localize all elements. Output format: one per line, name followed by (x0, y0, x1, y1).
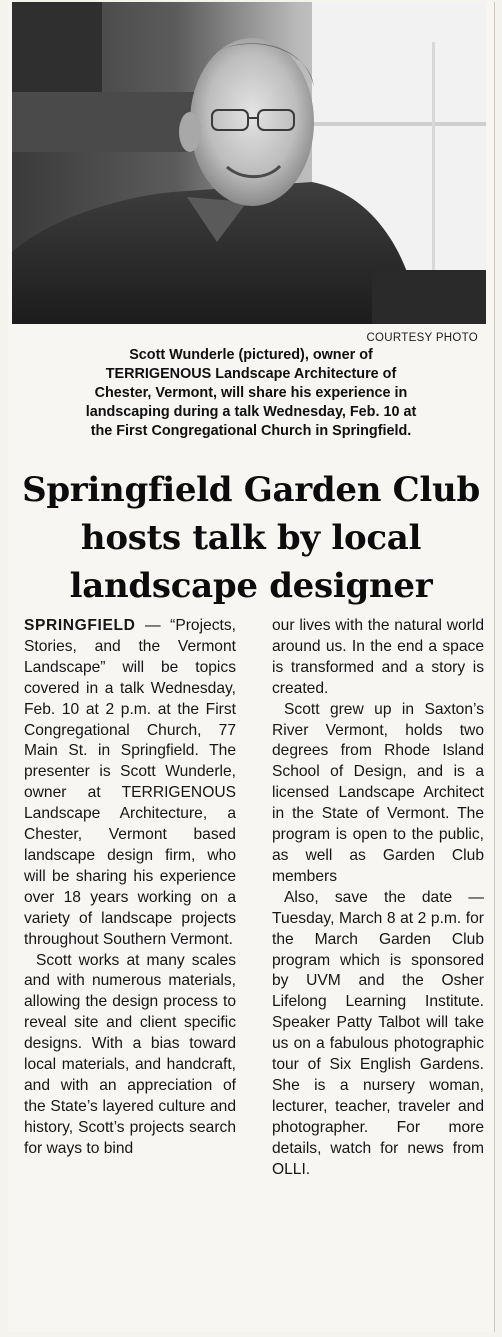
headline (8, 466, 494, 610)
caption-line: the First Congregational Church in Springfield. (90, 423, 412, 439)
article-paragraph: our lives with the natural world around us. In the end a space is transformed and a story is created. (272, 617, 484, 697)
caption-line: Scott Wunderle (pictured), owner of (129, 347, 373, 363)
headline-line: landscape designer (69, 566, 433, 606)
photo-caption (22, 346, 480, 441)
headline-line: hosts talk by local (80, 518, 422, 558)
caption-line: TERRIGENOUS Landscape Architecture of (105, 366, 397, 382)
article-paragraph: Also, save the date — Tuesday, March 8 at 2 p.m. for the March Garden Club program which is sponsored by UVM and the Osher Lifelong Learning Institute. Speaker Patty Talbot will take us on a fabulous photographic tour of Six English Gardens. She is a nursery woman, lecturer, teacher, traveler and photographer. For more details, watch for news from OLLI. (272, 888, 484, 1178)
article-paragraph: Scott works at many scales and with numerous materials, allowing the design process to reveal site and client specific designs. With a bias toward local materials, and handcraft, and with an appreciation of the State’s layered culture and history, Scott’s projects search for ways to bind (24, 951, 236, 1157)
dateline-dash: — (135, 617, 171, 634)
article-column-1 (24, 616, 236, 1160)
newspaper-clipping (8, 2, 495, 1332)
photo-credit: COURTESY PHOTO (366, 332, 478, 344)
article-paragraph (24, 616, 236, 951)
headline-line: Springfield Garden Club (22, 470, 480, 510)
paragraph-text: “Projects, Stories, and the Vermont Landscape” will be topics covered in a talk Wednesday, Feb. 10 at 2 p.m. at the First Congregational Church, 77 Main St. in Springfield. The presenter is Scott Wunderle, owner at TERRIGENOUS Landscape Architecture, a Chester, Vermont based landscape design firm, who will be sharing his experience over 18 years working on a variety of landscape projects throughout Southern Vermont. (24, 617, 236, 948)
caption-line: Chester, Vermont, will share his experience in (94, 385, 408, 401)
caption-line: landscaping during a talk Wednesday, Feb. 10 at (85, 404, 417, 420)
article-column-2 (272, 616, 484, 1180)
article-paragraph: Scott grew up in Saxton’s River Vermont, holds two degrees from Rhode Island School of Design, and is a licensed Landscape Architect in the State of Vermont. The program is open to the public, as well as Garden Club members (272, 700, 484, 885)
portrait-photo-image (12, 2, 486, 324)
portrait-photo (12, 2, 486, 324)
dateline: SPRINGFIELD (24, 617, 136, 634)
